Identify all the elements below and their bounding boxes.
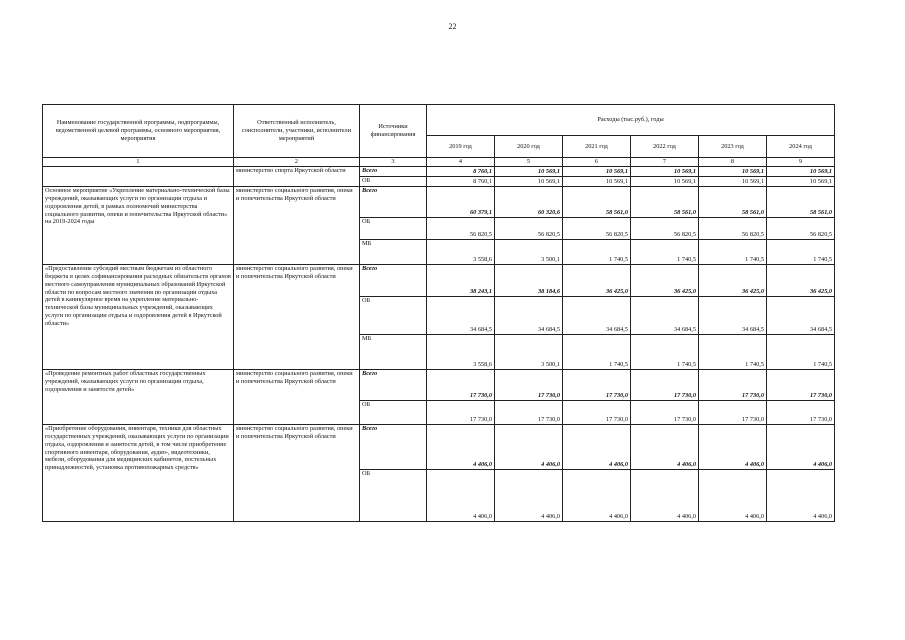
- amount-cell: 4 406,0: [767, 470, 835, 522]
- amount-cell: 10 569,1: [563, 167, 631, 177]
- amount-cell: 56 820,5: [495, 218, 563, 240]
- amount-cell: 56 820,5: [563, 218, 631, 240]
- amount-cell: 34 684,5: [767, 297, 835, 335]
- index-cell: 5: [495, 158, 563, 167]
- amount-cell: 4 406,0: [767, 425, 835, 470]
- amount-cell: 17 730,0: [563, 401, 631, 425]
- index-row: [43, 158, 835, 167]
- expenses-table: [42, 104, 835, 522]
- header-year: 2019 год: [427, 136, 495, 158]
- amount-cell: 34 684,5: [495, 297, 563, 335]
- amount-cell: 4 406,0: [427, 470, 495, 522]
- funding-source-cell: ОБ: [360, 297, 427, 335]
- amount-cell: 1 740,5: [767, 335, 835, 370]
- funding-source-cell: Всего: [360, 425, 427, 470]
- index-cell: 4: [427, 158, 495, 167]
- funding-source-cell: Всего: [360, 370, 427, 401]
- index-cell: 2: [234, 158, 360, 167]
- amount-cell: 17 730,0: [427, 401, 495, 425]
- amount-cell: 4 406,0: [495, 425, 563, 470]
- amount-cell: 1 740,5: [563, 335, 631, 370]
- index-cell: 6: [563, 158, 631, 167]
- amount-cell: 56 820,5: [631, 218, 699, 240]
- amount-cell: 1 740,5: [699, 335, 767, 370]
- amount-cell: 36 425,0: [631, 265, 699, 297]
- amount-cell: 3 558,6: [427, 335, 495, 370]
- funding-source-cell: Всего: [360, 265, 427, 297]
- amount-cell: 1 740,5: [631, 240, 699, 265]
- amount-cell: 17 730,0: [427, 370, 495, 401]
- amount-cell: 4 406,0: [495, 470, 563, 522]
- amount-cell: 8 760,1: [427, 167, 495, 177]
- table-row: [43, 265, 835, 297]
- executor-cell: министерство социального развития, опеки и попечительства Иркутской области: [234, 425, 360, 522]
- header-year: 2021 год: [563, 136, 631, 158]
- amount-cell: 10 569,1: [767, 167, 835, 177]
- amount-cell: 17 730,0: [699, 401, 767, 425]
- executor-cell: министерство спорта Иркутской области: [234, 167, 360, 187]
- amount-cell: 4 406,0: [563, 470, 631, 522]
- amount-cell: 34 684,5: [631, 297, 699, 335]
- amount-cell: 10 569,1: [631, 177, 699, 187]
- amount-cell: 10 569,1: [495, 177, 563, 187]
- amount-cell: 4 406,0: [631, 425, 699, 470]
- amount-cell: 38 184,6: [495, 265, 563, 297]
- amount-cell: 17 730,0: [699, 370, 767, 401]
- page-number: 22: [448, 22, 457, 31]
- index-cell: 9: [767, 158, 835, 167]
- amount-cell: 17 730,0: [631, 401, 699, 425]
- amount-cell: 10 569,1: [699, 177, 767, 187]
- amount-cell: 56 820,5: [699, 218, 767, 240]
- amount-cell: 17 730,0: [767, 401, 835, 425]
- amount-cell: 8 760,1: [427, 177, 495, 187]
- executor-cell: министерство социального развития, опеки и попечительства Иркутской области: [234, 187, 360, 265]
- amount-cell: 56 820,5: [427, 218, 495, 240]
- amount-cell: 10 569,1: [563, 177, 631, 187]
- index-cell: 3: [360, 158, 427, 167]
- amount-cell: 4 406,0: [699, 470, 767, 522]
- amount-cell: 36 425,0: [699, 265, 767, 297]
- amount-cell: 3 500,1: [495, 240, 563, 265]
- amount-cell: 17 730,0: [563, 370, 631, 401]
- amount-cell: 34 684,5: [427, 297, 495, 335]
- header-year: 2020 год: [495, 136, 563, 158]
- header-expenses: Расходы (тыс.руб.), годы: [427, 105, 835, 136]
- amount-cell: 1 740,5: [699, 240, 767, 265]
- amount-cell: 1 740,5: [767, 240, 835, 265]
- header-year: 2023 год: [699, 136, 767, 158]
- amount-cell: 58 561,0: [699, 187, 767, 218]
- amount-cell: 4 406,0: [631, 470, 699, 522]
- table-row: [43, 370, 835, 401]
- amount-cell: 3 500,1: [495, 335, 563, 370]
- funding-source-cell: ОБ: [360, 401, 427, 425]
- funding-source-cell: МБ: [360, 240, 427, 265]
- amount-cell: 36 425,0: [563, 265, 631, 297]
- amount-cell: 3 558,6: [427, 240, 495, 265]
- activity-name-cell: «Проведение ремонтных работ областных государственных учреждений, оказывающих услуги по организации отдыха, оздоровления и занятости детей»: [43, 370, 234, 425]
- header-year: 2024 год: [767, 136, 835, 158]
- header-executor: Ответственный исполнитель, соисполнители, участники, исполнители мероприятий: [234, 105, 360, 158]
- amount-cell: 1 740,5: [563, 240, 631, 265]
- amount-cell: 10 569,1: [631, 167, 699, 177]
- amount-cell: 17 730,0: [631, 370, 699, 401]
- amount-cell: 34 684,5: [699, 297, 767, 335]
- amount-cell: 4 406,0: [427, 425, 495, 470]
- header-source: Источники финансирования: [360, 105, 427, 158]
- funding-source-cell: Всего: [360, 187, 427, 218]
- index-cell: 7: [631, 158, 699, 167]
- activity-name-cell: [43, 167, 234, 187]
- amount-cell: 58 561,0: [563, 187, 631, 218]
- table-row: [43, 187, 835, 218]
- amount-cell: 60 379,1: [427, 187, 495, 218]
- amount-cell: 4 406,0: [699, 425, 767, 470]
- amount-cell: 4 406,0: [563, 425, 631, 470]
- index-cell: 8: [699, 158, 767, 167]
- index-cell: 1: [43, 158, 234, 167]
- funding-source-cell: ОБ: [360, 470, 427, 522]
- amount-cell: 60 320,6: [495, 187, 563, 218]
- activity-name-cell: «Предоставление субсидий местным бюджетам из областного бюджета в целях софинансирования расходных обязательств органов местного самоуправления муниципальных образований Иркутской области по вопросам местного значения по организации отдыха детей в каникулярное время на укрепление материально-технической базы муниципальных учреждений, оказывающих услуги по организации отдыха и оздоровления детей в Иркутской области»: [43, 265, 234, 370]
- amount-cell: 10 569,1: [767, 177, 835, 187]
- table-body: [43, 158, 835, 522]
- funding-source-cell: Всего: [360, 167, 427, 177]
- amount-cell: 17 730,0: [495, 401, 563, 425]
- header-year: 2022 год: [631, 136, 699, 158]
- amount-cell: 17 730,0: [495, 370, 563, 401]
- funding-source-cell: ОБ: [360, 218, 427, 240]
- amount-cell: 10 569,1: [699, 167, 767, 177]
- amount-cell: 17 730,0: [767, 370, 835, 401]
- funding-source-cell: ОБ: [360, 177, 427, 187]
- activity-name-cell: Основное мероприятие «Укрепление материально-технической базы учреждений, оказывающих услуги по организации отдыха и оздоровления детей, в рамках полномочий министерства социального развития, опеки и попечительства Иркутской области» на 2019-2024 годы: [43, 187, 234, 265]
- amount-cell: 36 425,0: [767, 265, 835, 297]
- activity-name-cell: «Приобретение оборудования, инвентаря, техники для областных государственных учреждений, оказывающих услуги по организации отдыха, оздоровления и занятости детей, в том числе приобретение спортивного инвентаря, оборудования, аудио-, видеотехники, мебели, оборудования для медицинских кабинетов, постельных принадлежностей, установка противопожарных средств»: [43, 425, 234, 522]
- amount-cell: 34 684,5: [563, 297, 631, 335]
- amount-cell: 10 569,1: [495, 167, 563, 177]
- amount-cell: 58 561,0: [767, 187, 835, 218]
- executor-cell: министерство социального развития, опеки и попечительства Иркутской области: [234, 370, 360, 425]
- amount-cell: 58 561,0: [631, 187, 699, 218]
- table-row: [43, 425, 835, 470]
- amount-cell: 1 740,5: [631, 335, 699, 370]
- table-row: [43, 167, 835, 177]
- amount-cell: 38 243,1: [427, 265, 495, 297]
- executor-cell: министерство социального развития, опеки и попечительства Иркутской области: [234, 265, 360, 370]
- header-name: Наименование государственной программы, подпрограммы, ведомственной целевой программы, основного мероприятия, мероприятия: [43, 105, 234, 158]
- amount-cell: 56 820,5: [767, 218, 835, 240]
- funding-source-cell: МБ: [360, 335, 427, 370]
